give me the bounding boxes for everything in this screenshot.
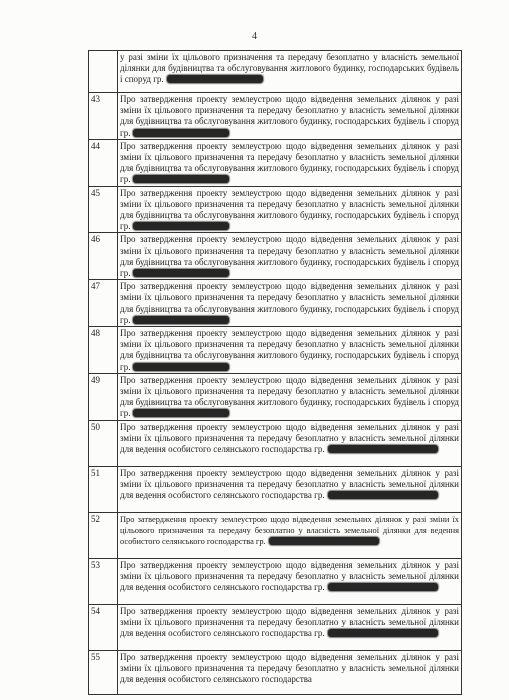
redacted-name — [133, 409, 229, 417]
row-number: 52 — [89, 512, 118, 558]
row-text: Про затвердження проекту землеустрою щодо відведення земельних ділянок у разі зміни їх цільового призначення та передачу безоплатно у власність земельної ділянки для будівництва та обслуговування житлового будинку, господарських будівель і споруд гр. — [120, 234, 459, 279]
table-row — [89, 233, 462, 280]
row-text-cell — [118, 51, 462, 93]
table-row — [89, 650, 462, 694]
row-text: Про затвердження проекту землеустрою щодо відведення земельних ділянок у разі зміни їх цільового призначення та передачу безоплатно у власність земельної ділянки для будівництва та обслуговування житлового будинку, господарських будівель і споруд гр. — [120, 94, 459, 138]
table-row — [89, 51, 462, 93]
redacted-name — [133, 269, 229, 277]
row-text: Про затвердження проекту землеустрою щодо відведення земельних ділянок у разі зміни їх цільового призначення та передачу безоплатно у власність земельної ділянки для ведення особистого селянського господарства гр. — [120, 421, 459, 455]
table-row — [89, 280, 462, 327]
row-number — [89, 51, 118, 93]
table-row — [89, 139, 462, 186]
row-text: Про затвердження проекту землеустрою щодо відведення земельних ділянок у разі зміни їх цільового призначення та передачу безоплатно у власність земельної ділянки для ведення особистого селянського господарства гр. — [120, 605, 459, 639]
page-number: 4 — [252, 31, 257, 42]
row-text-cell — [118, 139, 462, 186]
redacted-name — [133, 175, 229, 183]
row-text-cell — [118, 650, 462, 694]
redacted-name — [133, 363, 229, 371]
redacted-name — [328, 445, 438, 453]
row-number: 50 — [89, 420, 118, 466]
row-text-cell — [118, 186, 462, 233]
row-number: 51 — [89, 466, 118, 512]
table-row — [89, 420, 462, 466]
decisions-table — [88, 50, 462, 695]
table-row — [89, 373, 462, 420]
row-text: Про затвердження проекту землеустрою щодо відведення земельних ділянок у разі зміни їх цільового призначення та передачу безоплатно у власність земельної ділянки для будівництва та обслуговування житлового будинку, господарських будівель і споруд гр. — [120, 281, 459, 325]
redacted-name — [133, 222, 229, 230]
redacted-name — [133, 316, 229, 324]
row-text: Про затвердження проекту землеустрою щодо відведення земельних ділянок у разі зміни їх цільового призначення та передачу безоплатно у власність земельної ділянки для будівництва та обслуговування житлового будинку, господарських будівель і споруд гр. — [120, 140, 459, 185]
redacted-name — [269, 537, 379, 545]
row-text: Про затвердження проекту землеустрою щодо відведення земельних ділянок у разі зміни їх цільового призначення та передачу безоплатно у власність земельної ділянки для ведення особистого селянського господарства — [120, 651, 459, 685]
row-number: 55 — [89, 650, 118, 694]
row-text: у разі зміни їх цільового призначення та передачу безоплатно у власність земельної ділянки для будівництва та обслуговування житлового будинку, господарських будівель і споруд гр. — [120, 52, 459, 85]
row-text-cell — [118, 558, 462, 604]
row-text-cell — [118, 93, 462, 140]
row-text-cell — [118, 373, 462, 420]
row-text: Про затвердження проекту землеустрою щодо відведення земельних ділянок у разі зміни їх цільового призначення та передачу безоплатно у власність земельної ділянки для будівництва та обслуговування житлового будинку, господарських будівель і споруд гр. — [120, 374, 459, 419]
table-row — [89, 93, 462, 140]
row-number: 44 — [89, 139, 118, 186]
table-row — [89, 466, 462, 512]
table-row — [89, 512, 462, 558]
redacted-name — [328, 491, 438, 499]
row-number: 48 — [89, 327, 118, 374]
row-text-cell — [118, 466, 462, 512]
row-number: 46 — [89, 233, 118, 280]
row-number: 45 — [89, 186, 118, 233]
row-number: 54 — [89, 604, 118, 650]
row-text-cell — [118, 604, 462, 650]
table-row — [89, 327, 462, 374]
redacted-name — [328, 629, 438, 637]
row-text-cell — [118, 512, 462, 558]
table-row — [89, 186, 462, 233]
row-text: Про затвердження проекту землеустрою щодо відведення земельних ділянок у разі зміни їх цільового призначення та передачу безоплатно у власність земельної ділянки для ведення особистого селянського господарства гр. — [120, 559, 459, 593]
row-text: Про затвердження проекту землеустрою щодо відведення земельних ділянок у разі зміни їх цільового призначення та передачу безоплатно у власність земельної ділянки для будівництва та обслуговування житлового будинку, господарських будівель і споруд гр. — [120, 187, 459, 232]
row-text-cell — [118, 420, 462, 466]
row-text-cell — [118, 280, 462, 327]
row-text-cell — [118, 233, 462, 280]
table-row — [89, 604, 462, 650]
row-text-cell — [118, 327, 462, 374]
row-text: Про затвердження проекту землеустрою щодо відведення земельних ділянок у разі зміни їх цільового призначення та передачу безоплатно у власність земельної ділянки для ведення особистого селянського господарства гр. — [120, 514, 459, 546]
redacted-name — [328, 583, 438, 591]
row-number: 53 — [89, 558, 118, 604]
redacted-name — [167, 75, 263, 83]
redacted-name — [133, 129, 229, 137]
row-text: Про затвердження проекту землеустрою щодо відведення земельних ділянок у разі зміни їх цільового призначення та передачу безоплатно у власність земельної ділянки для ведення особистого селянського господарства гр. — [120, 467, 459, 501]
table-row — [89, 558, 462, 604]
row-number: 49 — [89, 373, 118, 420]
row-number: 43 — [89, 93, 118, 140]
row-number: 47 — [89, 280, 118, 327]
row-text: Про затвердження проекту землеустрою щодо відведення земельних ділянок у разі зміни їх цільового призначення та передачу безоплатно у власність земельної ділянки для будівництва та обслуговування житлового будинку, господарських будівель і споруд гр. — [120, 328, 459, 372]
